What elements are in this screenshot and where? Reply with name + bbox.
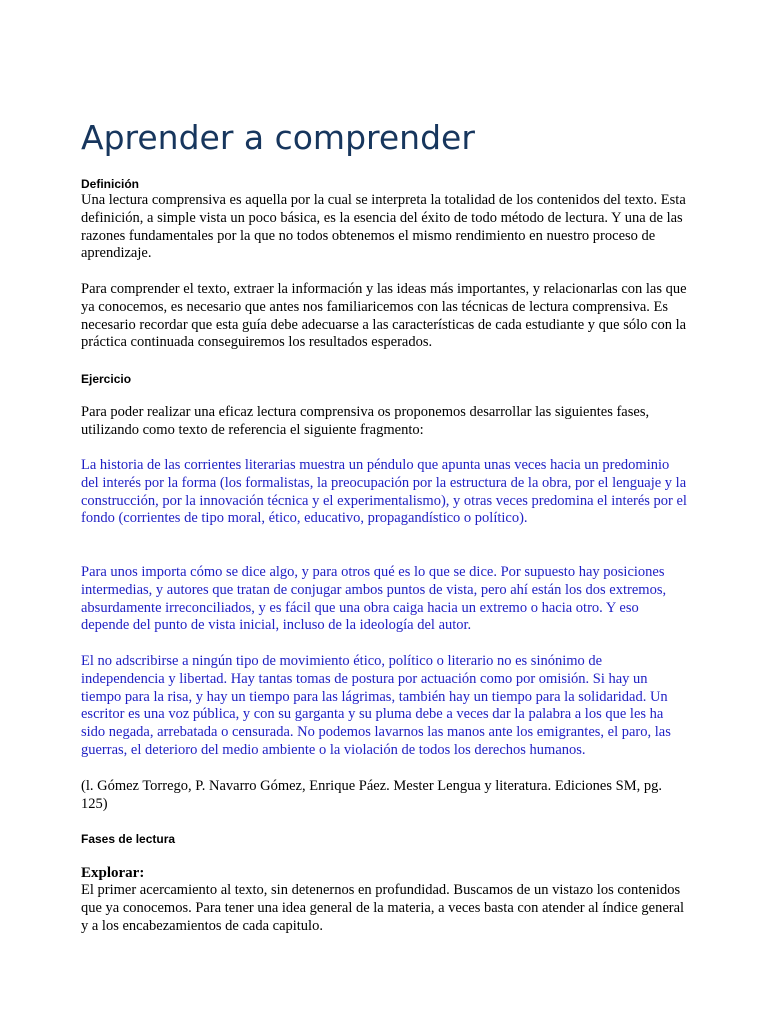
quote-paragraph-2: Para unos importa cómo se dice algo, y para otros qué es lo que se dice. Por supuesto hay posiciones intermedias, y autores que tratan de conjugar ambos puntos de vista, pero ahí están los dos extremos, absurdamente irreconciliados, y es fácil que una obra caiga hacia un extremo o hacia otro. Y eso depende del punto de vista inicial, incluso de la ideología del autor. <box>81 564 667 634</box>
quote-paragraph-3: El no adscribirse a ningún tipo de movimiento ético, político o literario no es sinónimo de independencia y libertad. Hay tantas tomas de postura por actuación como por omisión. Si hay un tiempo para la risa, y hay un tiempo para las lágrimas, también hay un tiempo para la solidaridad. Un escritor es una voz pública, y con su garganta y su pluma debe a veces dar la palabra a los que les ha sido negada, arrebatada o censurada. No podemos lavarnos las manos ante los emigrantes, el paro, las guerras, el deterioro del medio ambiente o la violación de todos los derechos humanos. <box>81 653 671 758</box>
paragraph-definicion-2: Para comprender el texto, extraer la información y las ideas más importantes, y relacionarlas con las que ya conocemos, es necesario que antes nos familiaricemos con las técnicas de lectura comprensiva. Es necesario recordar que esta guía debe adecuarse a las características de cada estudiante y que sólo con la práctica continuada conseguiremos los resultados esperados. <box>81 281 687 351</box>
paragraph-explorar: El primer acercamiento al texto, sin detenernos en profundidad. Buscamos de un vistazo los contenidos que ya conocemos. Para tener una idea general de la materia, a veces basta con atender al índice general y a los encabezamientos de cada capitulo. <box>81 882 685 934</box>
subheading-explorar: Explorar: <box>81 865 145 881</box>
section-heading-ejercicio: Ejercicio <box>81 372 132 386</box>
citation: (l. Gómez Torrego, P. Navarro Gómez, Enrique Páez. Mester Lengua y literatura. Ediciones SM, pg. 125) <box>81 778 662 812</box>
quote-paragraph-1: La historia de las corrientes literarias muestra un péndulo que apunta unas veces hacia un predominio del interés por la forma (los formalistas, la preocupación por la estructura de la obra, por el lenguaje y la construcción, por la innovación técnica y el experimentalismo), y otras veces predomina el interés por el fondo (corrientes de tipo moral, ético, educativo, propagandístico o político). <box>81 457 687 527</box>
section-heading-fases: Fases de lectura <box>81 832 176 846</box>
page-title: Aprender a comprender <box>81 118 475 157</box>
paragraph-definicion-1: Una lectura comprensiva es aquella por la cual se interpreta la totalidad de los contenidos del texto. Esta definición, a simple vista un poco básica, es la esencia del éxito de todo método de lectura. Y una de las razones fundamentales por la que no todos obtenemos el mismo rendimiento en nuestro proceso de aprendizaje. <box>81 192 686 262</box>
paragraph-ejercicio-intro: Para poder realizar una eficaz lectura comprensiva os proponemos desarrollar las siguientes fases, utilizando como texto de referencia el siguiente fragmento: <box>81 404 650 438</box>
section-heading-definicion: Definición <box>81 177 140 191</box>
